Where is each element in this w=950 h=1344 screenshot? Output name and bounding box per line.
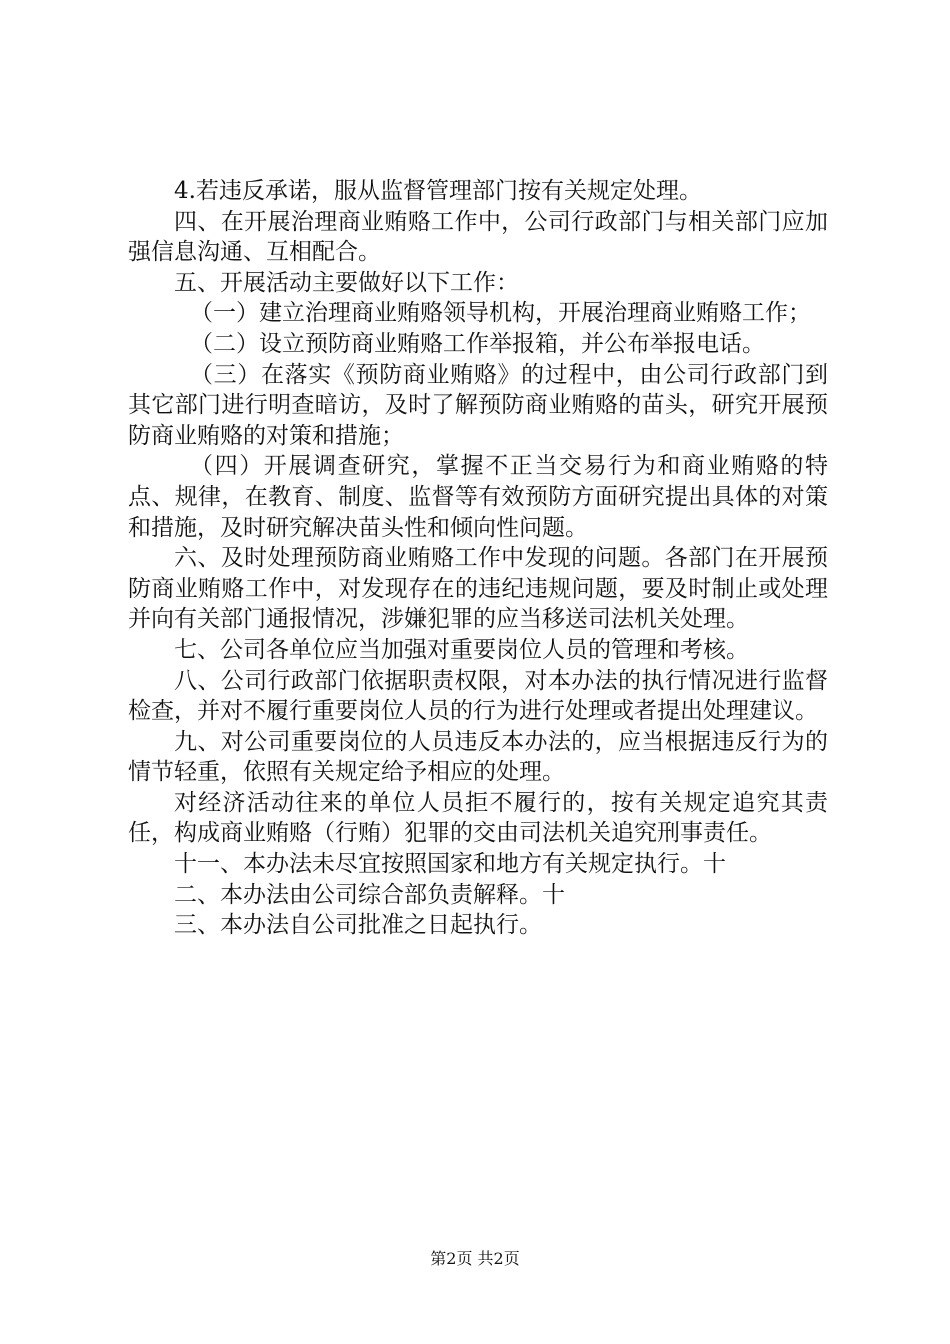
paragraph-section-13: 三、本办法自公司批准之日起执行。 xyxy=(174,912,542,939)
page-number-footer: 第2页 共2页 xyxy=(430,1249,520,1268)
paragraph-item-4: 4.若违反承诺，服从监督管理部门按有关规定处理。 xyxy=(174,178,702,204)
paragraph-section-12: 二、本办法由公司综合部负责解释。十 xyxy=(174,881,565,908)
paragraph-sub-1: （一）建立治理商业贿赂领导机构，开展治理商业贿赂工作； xyxy=(190,300,811,327)
paragraph-section-5: 五、开展活动主要做好以下工作： xyxy=(174,269,519,296)
paragraph-sub-3: （三）在落实《预防商业贿赂》的过程中，由公司行政部门到其它部门进行明查暗访，及时了解预防商业贿赂的苗头，研究开展预防商业贿赂的对策和措施； xyxy=(128,361,828,449)
paragraph-section-7: 七、公司各单位应当加强对重要岗位人员的管理和考核。 xyxy=(174,636,749,663)
document-body xyxy=(128,176,828,941)
paragraph-sub-4: （四）开展调查研究，掌握不正当交易行为和商业贿赂的特点、规律，在教育、制度、监督等有效预防方面研究提出具体的对策和措施，及时研究解决苗头性和倾向性问题。 xyxy=(128,453,828,541)
paragraph-section-8: 八、公司行政部门依据职责权限，对本办法的执行情况进行监督检查，并对不履行重要岗位人员的行为进行处理或者提出处理建议。 xyxy=(128,667,828,725)
paragraph-sub-2: （二）设立预防商业贿赂工作举报箱，并公布举报电话。 xyxy=(190,330,765,357)
paragraph-section-11: 十一、本办法未尽宜按照国家和地方有关规定执行。十 xyxy=(174,851,726,878)
paragraph-section-4: 四、在开展治理商业贿赂工作中，公司行政部门与相关部门应加强信息沟通、互相配合。 xyxy=(128,208,828,266)
paragraph-section-10: 对经济活动往来的单位人员拒不履行的，按有关规定追究其责任，构成商业贿赂（行贿）犯罪的交由司法机关追究刑事责任。 xyxy=(128,789,828,847)
paragraph-section-9: 九、对公司重要岗位的人员违反本办法的，应当根据违反行为的情节轻重，依照有关规定给予相应的处理。 xyxy=(128,728,828,786)
paragraph-section-6: 六、及时处理预防商业贿赂工作中发现的问题。各部门在开展预防商业贿赂工作中，对发现存在的违纪违规问题，要及时制止或处理并向有关部门通报情况，涉嫌犯罪的应当移送司法机关处理。 xyxy=(128,545,828,633)
